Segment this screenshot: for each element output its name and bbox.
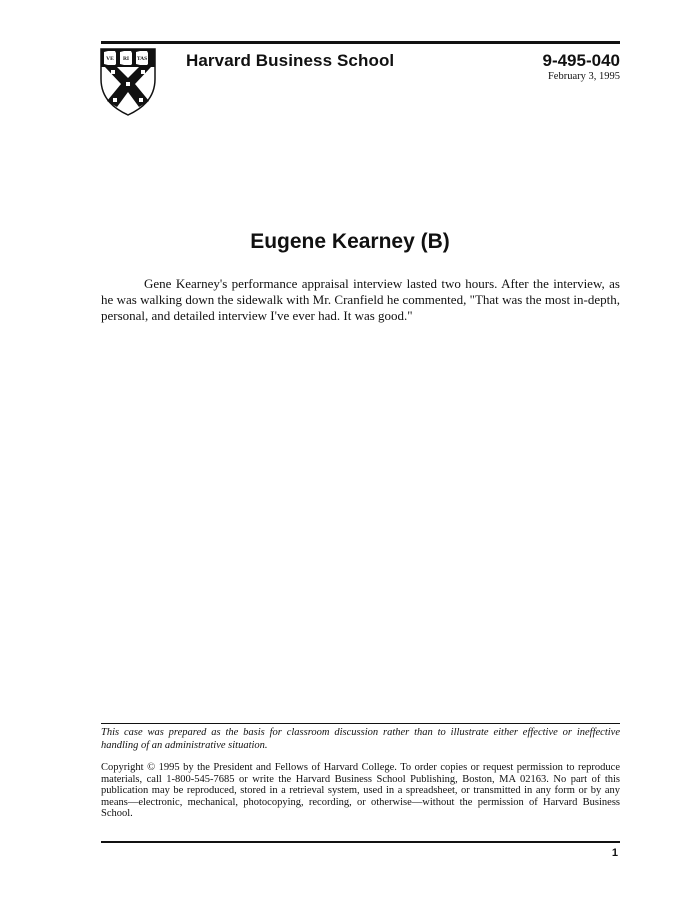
veritas-tas: TAS — [136, 56, 148, 62]
veritas-ri: RI — [122, 56, 130, 62]
case-date: February 3, 1995 — [547, 71, 620, 82]
case-number: 9-495-040 — [542, 51, 620, 70]
copyright-notice: Copyright © 1995 by the President and Fellows of Harvard College. To order copies or request permission to reproduce materials, call 1-800-545-7685 or write the Harvard Business School Publishing, Boston, MA 02163. No part of this publication may be reproduced, stored in a retrieval system, used in a spreadsheet, or transmitted in any form or by any means—electronic, mechanical, photocopying, recording, or otherwise—without the permission of Harvard Business School. — [101, 762, 620, 819]
harvard-shield-logo — [99, 47, 157, 117]
footer-rule — [101, 841, 620, 843]
veritas-ve: VE — [106, 56, 114, 62]
school-name: Harvard Business School — [186, 51, 395, 70]
page-number: 1 — [611, 847, 618, 859]
header-rule — [101, 41, 620, 44]
disclaimer-note: This case was prepared as the basis for classroom discussion rather than to illustrate either effective or ineffective handling of an administrative situation. — [101, 727, 620, 751]
footnote-rule — [101, 723, 620, 724]
body-paragraph: Gene Kearney's performance appraisal interview lasted two hours. After the interview, as he was walking down the sidewalk with Mr. Cranfield he commented, "That was the most in-depth, personal, and detailed interview I've ever had. It was good." — [101, 276, 620, 323]
case-title: Eugene Kearney (B) — [250, 230, 450, 253]
